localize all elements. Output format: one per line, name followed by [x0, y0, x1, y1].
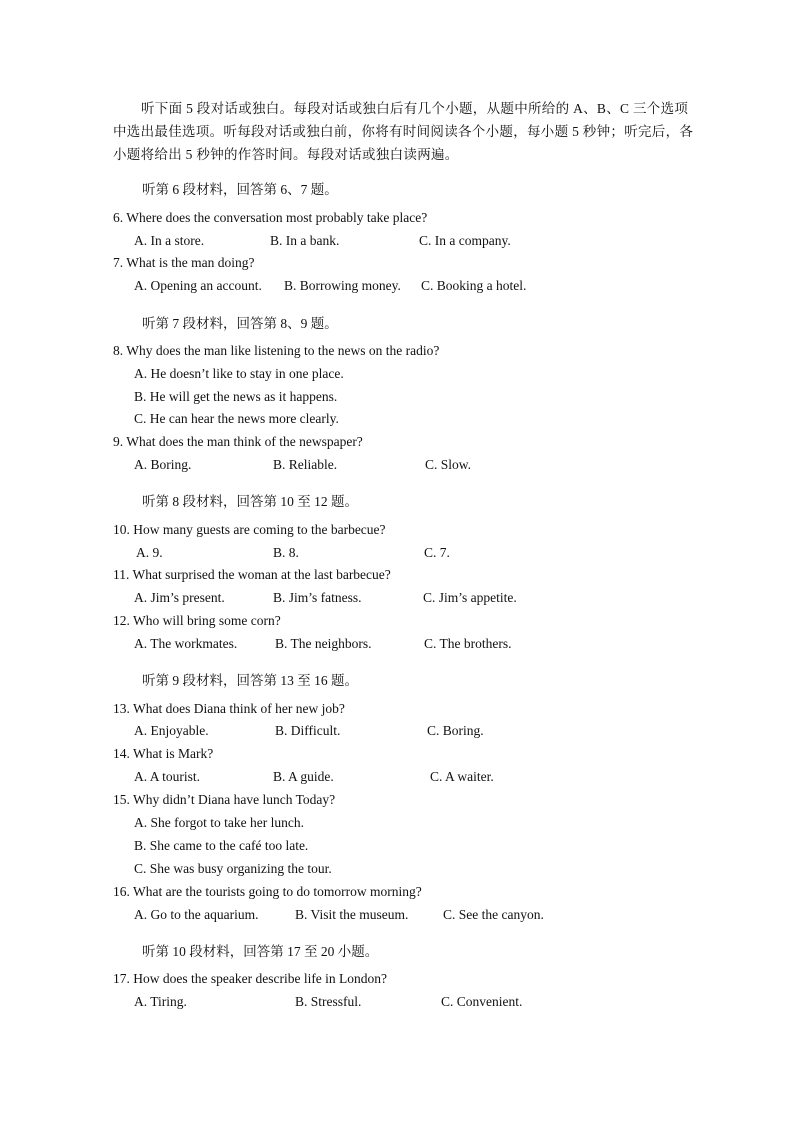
question-16: 16. What are the tourists going to do tomorrow morning? [113, 884, 422, 899]
question-17: 17. How does the speaker describe life in London? [113, 971, 388, 986]
option-6c: C. In a company. [419, 233, 511, 248]
option-16a: A. Go to the aquarium. [134, 907, 259, 922]
option-7a: A. Opening an account. [134, 278, 262, 293]
option-14c: C. A waiter. [430, 769, 494, 784]
option-15c: C. She was busy organizing the tour. [134, 861, 332, 876]
option-12c: C. The brothers. [424, 636, 512, 651]
option-13c: C. Boring. [427, 723, 484, 738]
instructions-text: 听下面 5 段对话或独白。每段对话或独白后有几个小题，从题中所给的 A、B、C 三个选项中选出最佳选项。听每段对话或独白前，你将有时间阅读各个小题，每小题 5 秒钟；听完后，各小题将给出 5 秒钟的作答时间。每段对话或独白读两遍。 [113, 101, 694, 162]
option-11b: B. Jim’s fatness. [273, 590, 362, 605]
question-10: 10. How many guests are coming to the barbecue? [113, 522, 386, 537]
option-6a: A. In a store. [134, 233, 205, 248]
question-7: 7. What is the man doing? [113, 255, 255, 270]
instructions-paragraph [113, 97, 695, 166]
section-heading: 听第 8 段材料，回答第 10 至 12 题。 [142, 494, 358, 509]
section-heading: 听第 7 段材料，回答第 8、9 题。 [142, 316, 338, 331]
option-7c: C. Booking a hotel. [421, 278, 527, 293]
option-16b: B. Visit the museum. [295, 907, 409, 922]
section-heading: 听第 10 段材料，回答第 17 至 20 小题。 [142, 944, 379, 959]
option-7b: B. Borrowing money. [284, 278, 401, 293]
option-17b: B. Stressful. [295, 994, 362, 1009]
option-15b: B. She came to the café too late. [134, 838, 309, 853]
question-14: 14. What is Mark? [113, 746, 214, 761]
option-9c: C. Slow. [425, 457, 472, 472]
option-9a: A. Boring. [134, 457, 192, 472]
option-14a: A. A tourist. [134, 769, 201, 784]
option-8c: C. He can hear the news more clearly. [134, 411, 339, 426]
question-13: 13. What does Diana think of her new job? [113, 701, 345, 716]
option-9b: B. Reliable. [273, 457, 338, 472]
question-11: 11. What surprised the woman at the last barbecue? [113, 567, 391, 582]
option-12b: B. The neighbors. [275, 636, 372, 651]
option-17c: C. Convenient. [441, 994, 523, 1009]
option-8b: B. He will get the news as it happens. [134, 389, 338, 404]
option-13b: B. Difficult. [275, 723, 341, 738]
option-6b: B. In a bank. [270, 233, 340, 248]
option-10c: C. 7. [424, 545, 450, 560]
option-10b: B. 8. [273, 545, 299, 560]
option-11c: C. Jim’s appetite. [423, 590, 517, 605]
question-12: 12. Who will bring some corn? [113, 613, 281, 628]
question-8: 8. Why does the man like listening to the news on the radio? [113, 343, 440, 358]
option-16c: C. See the canyon. [443, 907, 544, 922]
option-14b: B. A guide. [273, 769, 334, 784]
option-8a: A. He doesn’t like to stay in one place. [134, 366, 344, 381]
option-17a: A. Tiring. [134, 994, 187, 1009]
question-15: 15. Why didn’t Diana have lunch Today? [113, 792, 336, 807]
option-11a: A. Jim’s present. [134, 590, 225, 605]
option-13a: A. Enjoyable. [134, 723, 209, 738]
question-9: 9. What does the man think of the newspaper? [113, 434, 363, 449]
option-15a: A. She forgot to take her lunch. [134, 815, 304, 830]
section-heading: 听第 6 段材料，回答第 6、7 题。 [142, 182, 338, 197]
option-10a: A. 9. [136, 545, 163, 560]
question-6: 6. Where does the conversation most probably take place? [113, 210, 428, 225]
section-heading: 听第 9 段材料，回答第 13 至 16 题。 [142, 673, 358, 688]
option-12a: A. The workmates. [134, 636, 238, 651]
